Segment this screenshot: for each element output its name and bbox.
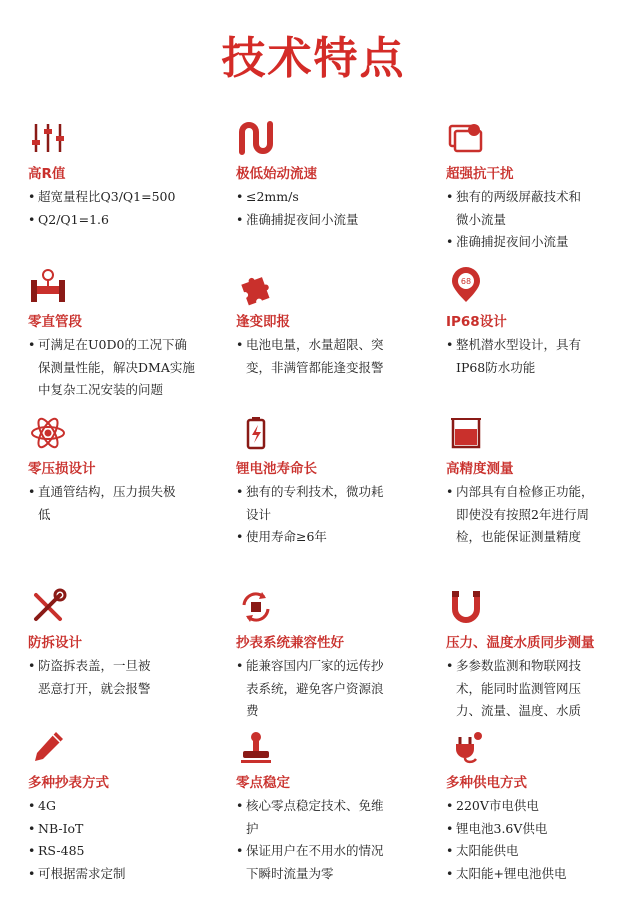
feature-list-item: • RS-485 — [28, 840, 218, 863]
feature-title: 防拆设计 — [28, 635, 82, 651]
feature-list — [236, 655, 426, 723]
flow-tube-icon — [236, 118, 276, 158]
feature-list — [446, 334, 627, 379]
feature-title: 压力、温度水质同步测量 — [446, 635, 595, 651]
feature-title: 高R值 — [28, 166, 66, 182]
feature-list-item: • 超宽量程比Q3/Q1=500 — [28, 186, 218, 209]
feature-list-item: • 电池电量，水量超限、突 — [236, 334, 426, 357]
pipe-segment-icon — [28, 266, 68, 306]
tools-icon — [28, 587, 68, 627]
feature-list-item: • 可满足在U0D0的工况下确 — [28, 334, 218, 357]
feature-title: 零压损设计 — [28, 461, 96, 477]
feature-list-item: • Q2/Q1=1.6 — [28, 209, 218, 232]
feature-list — [28, 655, 218, 700]
feature-list-item: • 220V市电供电 — [446, 795, 627, 818]
feature-title: 锂电池寿命长 — [236, 461, 317, 477]
feature-title: 多种抄表方式 — [28, 775, 109, 791]
feature-card — [236, 727, 426, 885]
feature-list-item: • NB-IoT — [28, 818, 218, 841]
feature-list-item: 护 — [246, 820, 259, 836]
sync-arrows-icon — [236, 587, 276, 627]
feature-list-item: • 准确捕捉夜间小流量 — [446, 231, 627, 254]
feature-list — [236, 186, 426, 231]
feature-title: 零直管段 — [28, 314, 82, 330]
feature-list-item: 低 — [38, 506, 51, 522]
feature-card — [28, 118, 218, 231]
feature-list-item: • 保证用户在不用水的情况 — [236, 840, 426, 863]
feature-list-item: 下瞬时流量为零 — [246, 865, 334, 881]
magnet-icon — [446, 587, 486, 627]
monitor-shield-icon — [446, 118, 486, 158]
puzzle-alarm-icon — [236, 266, 276, 306]
feature-list — [236, 481, 426, 549]
feature-title: 多种供电方式 — [446, 775, 527, 791]
feature-list-item: • 直通管结构，压力损失极 — [28, 481, 218, 504]
feature-card — [28, 727, 218, 885]
feature-card — [446, 118, 627, 254]
feature-card — [28, 587, 218, 700]
feature-title: IP68设计 — [446, 314, 507, 330]
feature-title: 超强抗干扰 — [446, 166, 514, 182]
feature-card — [236, 413, 426, 549]
feature-list — [446, 186, 627, 254]
feature-list-item: • ≤2mm/s — [236, 186, 426, 209]
feature-card — [28, 413, 218, 526]
beaker-icon — [446, 413, 486, 453]
feature-list-item: 微小流量 — [456, 211, 507, 227]
feature-list — [28, 481, 218, 526]
feature-card — [236, 587, 426, 723]
feature-list-item: 力、流量、温度、水质 — [456, 703, 582, 718]
feature-card — [446, 413, 627, 549]
svg-text:68: 68 — [460, 277, 472, 286]
page-title: 技术特点 — [221, 33, 406, 84]
feature-list-item: 检，也能保证测量精度 — [456, 529, 582, 544]
ip68-badge-icon — [446, 266, 486, 306]
feature-list — [236, 795, 426, 885]
feature-list-item: • 使用寿命≥6年 — [236, 526, 426, 549]
feature-list — [236, 334, 426, 379]
feature-list-item: • 核心零点稳定技术、免维 — [236, 795, 426, 818]
feature-list-item: • 独有的专利技术，微功耗 — [236, 481, 426, 504]
stamp-icon — [236, 727, 276, 767]
feature-list-item: • 4G — [28, 795, 218, 818]
feature-list — [446, 795, 627, 885]
feature-list-item: • 独有的两级屏蔽技术和 — [446, 186, 627, 209]
feature-list-item: • 能兼容国内厂家的远传抄 — [236, 655, 426, 678]
feature-card — [446, 587, 627, 723]
feature-list-item: • 太阳能供电 — [446, 840, 627, 863]
feature-list-item: • 可根据需求定制 — [28, 863, 218, 886]
feature-title: 逢变即报 — [236, 314, 290, 330]
feature-list — [446, 655, 627, 723]
feature-title: 零点稳定 — [236, 775, 290, 791]
feature-list — [28, 334, 218, 402]
feature-card — [446, 266, 627, 379]
feature-list-item: • 锂电池3.6V供电 — [446, 818, 627, 841]
atom-icon — [28, 413, 68, 453]
feature-list — [446, 481, 627, 549]
feature-list-item: 表系统，避免客户资源浪 — [246, 680, 384, 696]
feature-card — [28, 266, 218, 402]
feature-list-item: 费 — [246, 703, 259, 718]
feature-list-item: IP68防水功能 — [456, 359, 536, 375]
feature-list-item: 中复杂工况安装的问题 — [38, 382, 164, 397]
feature-card — [446, 727, 627, 885]
pen-icon — [28, 727, 68, 767]
sliders-icon — [28, 118, 68, 158]
feature-title: 高精度测量 — [446, 461, 514, 477]
feature-list — [28, 186, 218, 231]
feature-list-item: 设计 — [246, 506, 272, 522]
feature-list-item: • 太阳能+锂电池供电 — [446, 863, 627, 886]
feature-list-item: 恶意打开，就会报警 — [38, 680, 151, 696]
feature-list-item: 变，非满管都能逢变报警 — [246, 359, 384, 375]
feature-list-item: 保测量性能，解决DMA实施 — [38, 359, 195, 375]
feature-list-item: • 准确捕捉夜间小流量 — [236, 209, 426, 232]
feature-list-item: • 防盗拆表盖，一旦被 — [28, 655, 218, 678]
feature-title: 抄表系统兼容性好 — [236, 635, 344, 651]
feature-card — [236, 118, 426, 231]
feature-list-item: 术，能同时监测管网压 — [456, 680, 582, 696]
feature-list-item: • 多参数监测和物联网技 — [446, 655, 627, 678]
power-plug-icon — [446, 727, 486, 767]
feature-list — [28, 795, 218, 885]
feature-list-item: • 内部具有自检修正功能， — [446, 481, 627, 504]
battery-icon — [236, 413, 276, 453]
feature-list-item: 即使没有按照2年进行周 — [456, 506, 589, 522]
feature-card — [236, 266, 426, 379]
feature-title: 极低始动流速 — [236, 166, 317, 182]
feature-list-item: • 整机潜水型设计，具有 — [446, 334, 627, 357]
